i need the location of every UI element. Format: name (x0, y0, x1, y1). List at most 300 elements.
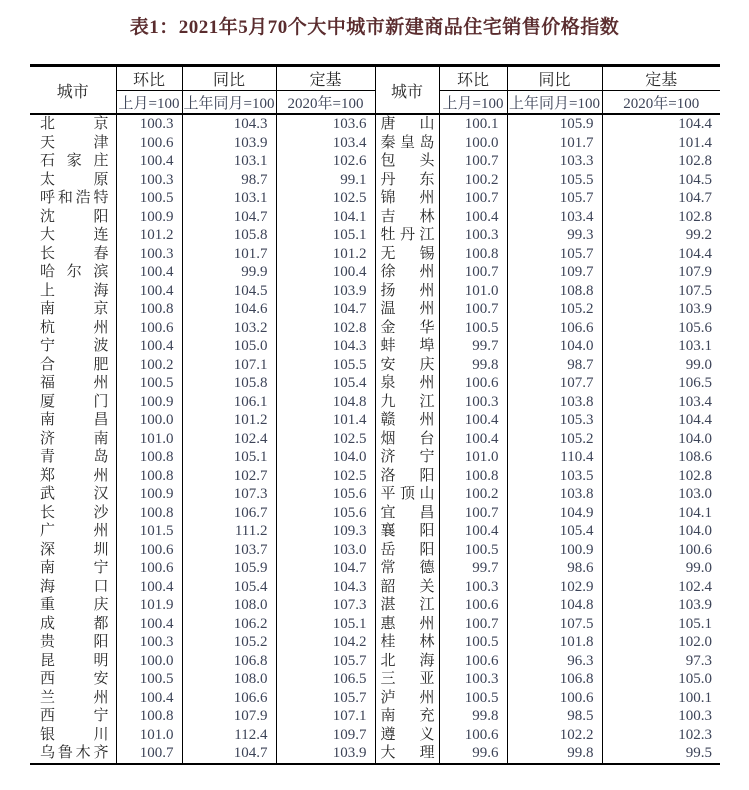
table-row (30, 374, 720, 393)
header-yoy: 同比 (507, 66, 602, 91)
index-value-cell: 102.8 (602, 467, 720, 486)
index-value-cell: 105.4 (182, 578, 276, 597)
index-value-cell: 100.9 (507, 541, 602, 560)
index-value-cell: 100.5 (439, 319, 507, 338)
index-value-cell: 105.7 (276, 652, 375, 671)
city-name-cell: 海口 (40, 578, 109, 595)
table-row (30, 430, 720, 449)
city-name-cell: 九江 (375, 393, 439, 412)
index-value-cell: 100.4 (116, 578, 182, 597)
city-name-cell: 牡丹江 (375, 226, 439, 245)
index-value-cell: 105.0 (182, 337, 276, 356)
city-name-cell: 大连 (40, 227, 109, 243)
index-value-cell: 99.7 (439, 559, 507, 578)
index-value-cell: 103.9 (602, 300, 720, 319)
index-value-cell: 100.6 (116, 319, 182, 338)
table-row (30, 263, 720, 282)
index-value-cell: 107.9 (182, 707, 276, 726)
table-row (30, 245, 720, 264)
city-name-cell: 广州 (40, 523, 109, 539)
index-value-cell: 100.7 (439, 504, 507, 523)
city-name-cell: 上海 (40, 282, 109, 299)
index-value-cell: 100.4 (116, 263, 182, 282)
index-value-cell: 108.0 (182, 596, 276, 615)
index-value-cell: 107.5 (507, 615, 602, 634)
index-value-cell: 100.0 (116, 652, 182, 671)
index-value-cell: 101.0 (439, 282, 507, 301)
index-value-cell: 105.4 (276, 374, 375, 393)
header-city: 城市 (30, 66, 116, 115)
index-value-cell: 100.5 (439, 541, 507, 560)
city-name-cell: 宜昌 (375, 504, 439, 523)
city-name-cell: 北京 (40, 116, 109, 132)
index-value-cell: 103.1 (182, 189, 276, 208)
index-value-cell: 100.3 (439, 393, 507, 412)
index-value-cell: 100.3 (439, 578, 507, 597)
city-name-cell: 成都 (40, 615, 109, 632)
index-value-cell: 100.3 (116, 171, 182, 190)
city-name-cell: 丹东 (375, 171, 439, 190)
header-city: 城市 (375, 66, 439, 115)
index-value-cell: 102.3 (602, 726, 720, 745)
index-value-cell: 104.7 (182, 208, 276, 227)
index-value-cell: 105.1 (276, 615, 375, 634)
index-value-cell: 100.4 (116, 689, 182, 708)
index-value-cell: 100.7 (439, 263, 507, 282)
index-value-cell: 101.5 (116, 522, 182, 541)
index-value-cell: 100.8 (116, 504, 182, 523)
index-value-cell: 105.8 (182, 374, 276, 393)
subheader-mom: 上月=100 (439, 91, 507, 115)
index-value-cell: 105.1 (602, 615, 720, 634)
index-value-cell: 106.5 (602, 374, 720, 393)
index-value-cell: 104.5 (182, 282, 276, 301)
city-name-cell: 天津 (40, 134, 109, 151)
city-name-cell: 泸州 (375, 689, 439, 708)
city-name-cell: 厦门 (40, 393, 109, 410)
city-name-cell: 深圳 (40, 541, 109, 558)
city-name-cell: 沈阳 (40, 208, 109, 225)
header-mom: 环比 (439, 66, 507, 91)
index-value-cell: 107.1 (276, 707, 375, 726)
city-name-cell: 包头 (375, 152, 439, 171)
index-value-cell: 102.5 (276, 467, 375, 486)
index-value-cell: 102.4 (182, 430, 276, 449)
city-name-cell: 唐山 (375, 114, 439, 134)
index-value-cell: 98.5 (507, 707, 602, 726)
index-value-cell: 104.0 (602, 430, 720, 449)
table-row (30, 356, 720, 375)
city-name-cell: 扬州 (375, 282, 439, 301)
table-row (30, 134, 720, 153)
index-value-cell: 100.2 (116, 356, 182, 375)
index-value-cell: 101.0 (439, 448, 507, 467)
table-row (30, 208, 720, 227)
index-value-cell: 100.4 (116, 615, 182, 634)
table-row (30, 319, 720, 338)
index-value-cell: 104.6 (182, 300, 276, 319)
index-value-cell: 100.9 (116, 393, 182, 412)
city-name-cell: 兰州 (40, 689, 109, 706)
index-value-cell: 104.9 (507, 504, 602, 523)
city-name-cell: 南京 (40, 301, 109, 317)
index-value-cell: 100.8 (116, 448, 182, 467)
index-value-cell: 106.2 (182, 615, 276, 634)
index-value-cell: 111.2 (182, 522, 276, 541)
index-value-cell: 110.4 (507, 448, 602, 467)
index-value-cell: 104.4 (602, 411, 720, 430)
index-value-cell: 105.6 (276, 485, 375, 504)
table-row (30, 522, 720, 541)
index-value-cell: 100.4 (116, 337, 182, 356)
index-value-cell: 105.2 (182, 633, 276, 652)
city-name-cell: 乌鲁木齐 (40, 745, 109, 761)
index-value-cell: 105.3 (507, 411, 602, 430)
index-value-cell: 103.2 (182, 319, 276, 338)
index-value-cell: 100.1 (439, 114, 507, 134)
table-row (30, 282, 720, 301)
index-value-cell: 100.8 (116, 467, 182, 486)
index-value-cell: 105.6 (276, 504, 375, 523)
index-value-cell: 104.1 (602, 504, 720, 523)
city-name-cell: 太原 (40, 171, 109, 188)
city-name-cell: 济南 (40, 430, 109, 447)
price-index-table (30, 64, 720, 765)
index-value-cell: 109.7 (276, 726, 375, 745)
index-value-cell: 100.7 (439, 189, 507, 208)
index-value-cell: 104.7 (276, 559, 375, 578)
header-yoy: 同比 (182, 66, 276, 91)
index-value-cell: 100.2 (439, 485, 507, 504)
index-value-cell: 99.0 (602, 559, 720, 578)
table-row (30, 393, 720, 412)
index-value-cell: 100.6 (439, 652, 507, 671)
table-row (30, 559, 720, 578)
city-name-cell: 秦皇岛 (375, 134, 439, 153)
subheader-yoy: 上年同月=100 (507, 91, 602, 115)
index-value-cell: 107.1 (182, 356, 276, 375)
city-name-cell: 青岛 (40, 449, 109, 465)
index-value-cell: 100.6 (116, 541, 182, 560)
index-value-cell: 100.0 (116, 411, 182, 430)
index-value-cell: 104.3 (182, 114, 276, 134)
index-value-cell: 98.7 (182, 171, 276, 190)
index-value-cell: 101.8 (507, 633, 602, 652)
index-value-cell: 109.3 (276, 522, 375, 541)
subheader-base: 2020年=100 (276, 91, 375, 115)
table-row (30, 633, 720, 652)
city-name-cell: 无锡 (375, 245, 439, 264)
city-name-cell: 安庆 (375, 356, 439, 375)
index-value-cell: 100.3 (602, 707, 720, 726)
table-row (30, 744, 720, 764)
city-name-cell: 赣州 (375, 411, 439, 430)
city-name-cell: 贵阳 (40, 634, 109, 650)
table-row (30, 541, 720, 560)
index-value-cell: 104.0 (507, 337, 602, 356)
index-value-cell: 107.3 (276, 596, 375, 615)
index-value-cell: 106.8 (182, 652, 276, 671)
table-row (30, 670, 720, 689)
index-value-cell: 104.0 (276, 448, 375, 467)
index-value-cell: 103.8 (507, 393, 602, 412)
index-value-cell: 101.7 (182, 245, 276, 264)
city-name-cell: 长沙 (40, 504, 109, 521)
table-row (30, 578, 720, 597)
city-name-cell: 烟台 (375, 430, 439, 449)
index-value-cell: 100.8 (116, 300, 182, 319)
header-base: 定基 (276, 66, 375, 91)
city-name-cell: 北海 (375, 652, 439, 671)
index-value-cell: 103.0 (602, 485, 720, 504)
city-name-cell: 福州 (40, 375, 109, 391)
city-name-cell: 洛阳 (375, 467, 439, 486)
city-name-cell: 西安 (40, 671, 109, 687)
table-row (30, 485, 720, 504)
city-name-cell: 银川 (40, 726, 109, 743)
city-name-cell: 岳阳 (375, 541, 439, 560)
index-value-cell: 102.8 (602, 208, 720, 227)
city-name-cell: 吉林 (375, 208, 439, 227)
city-name-cell: 重庆 (40, 597, 109, 613)
table-row (30, 652, 720, 671)
index-value-cell: 100.4 (116, 282, 182, 301)
city-name-cell: 泉州 (375, 374, 439, 393)
index-value-cell: 104.1 (276, 208, 375, 227)
index-value-cell: 100.4 (116, 152, 182, 171)
city-name-cell: 济宁 (375, 448, 439, 467)
index-value-cell: 99.8 (439, 707, 507, 726)
index-value-cell: 107.5 (602, 282, 720, 301)
index-value-cell: 100.3 (116, 633, 182, 652)
index-value-cell: 104.8 (276, 393, 375, 412)
index-value-cell: 99.5 (602, 744, 720, 764)
city-name-cell: 金华 (375, 319, 439, 338)
index-value-cell: 100.6 (507, 689, 602, 708)
city-name-cell: 徐州 (375, 263, 439, 282)
index-value-cell: 108.8 (507, 282, 602, 301)
index-value-cell: 100.4 (439, 522, 507, 541)
index-value-cell: 102.9 (507, 578, 602, 597)
city-name-cell: 宁波 (40, 338, 109, 354)
index-value-cell: 105.1 (182, 448, 276, 467)
city-name-cell: 哈尔滨 (40, 264, 109, 280)
table-row (30, 726, 720, 745)
city-name-cell: 西宁 (40, 708, 109, 724)
index-value-cell: 99.3 (507, 226, 602, 245)
index-value-cell: 99.7 (439, 337, 507, 356)
table-row (30, 707, 720, 726)
city-name-cell: 温州 (375, 300, 439, 319)
index-value-cell: 98.7 (507, 356, 602, 375)
index-value-cell: 106.8 (507, 670, 602, 689)
city-name-cell: 南宁 (40, 560, 109, 576)
index-value-cell: 104.5 (602, 171, 720, 190)
index-value-cell: 99.9 (182, 263, 276, 282)
index-value-cell: 104.0 (602, 522, 720, 541)
index-value-cell: 101.9 (116, 596, 182, 615)
index-value-cell: 102.0 (602, 633, 720, 652)
city-name-cell: 襄阳 (375, 522, 439, 541)
city-name-cell: 昆明 (40, 652, 109, 669)
table-row (30, 171, 720, 190)
index-value-cell: 105.9 (507, 114, 602, 134)
index-value-cell: 106.7 (182, 504, 276, 523)
city-name-cell: 平顶山 (375, 485, 439, 504)
table-row (30, 615, 720, 634)
table-row (30, 689, 720, 708)
table-row (30, 114, 720, 134)
city-name-cell: 南昌 (40, 412, 109, 428)
index-value-cell: 104.7 (182, 744, 276, 764)
index-value-cell: 103.5 (507, 467, 602, 486)
index-value-cell: 100.6 (439, 596, 507, 615)
city-name-cell: 湛江 (375, 596, 439, 615)
index-value-cell: 102.6 (276, 152, 375, 171)
index-value-cell: 100.5 (116, 374, 182, 393)
city-name-cell: 呼和浩特 (40, 190, 109, 206)
index-value-cell: 103.4 (507, 208, 602, 227)
index-value-cell: 102.5 (276, 189, 375, 208)
index-value-cell: 105.1 (276, 226, 375, 245)
index-value-cell: 100.8 (116, 707, 182, 726)
index-value-cell: 107.7 (507, 374, 602, 393)
index-value-cell: 112.4 (182, 726, 276, 745)
city-name-cell: 石家庄 (40, 153, 109, 169)
city-name-cell: 桂林 (375, 633, 439, 652)
city-name-cell: 武汉 (40, 486, 109, 502)
index-value-cell: 99.8 (439, 356, 507, 375)
index-value-cell: 103.8 (507, 485, 602, 504)
index-value-cell: 101.2 (182, 411, 276, 430)
index-value-cell: 99.0 (602, 356, 720, 375)
subheader-mom: 上月=100 (116, 91, 182, 115)
index-value-cell: 106.6 (182, 689, 276, 708)
index-value-cell: 105.7 (507, 189, 602, 208)
index-value-cell: 105.8 (182, 226, 276, 245)
index-value-cell: 104.4 (602, 245, 720, 264)
index-value-cell: 104.3 (276, 337, 375, 356)
index-value-cell: 101.7 (507, 134, 602, 153)
city-name-cell: 杭州 (40, 319, 109, 336)
index-value-cell: 100.7 (439, 300, 507, 319)
index-value-cell: 105.5 (276, 356, 375, 375)
city-name-cell: 长春 (40, 245, 109, 262)
index-value-cell: 103.3 (507, 152, 602, 171)
index-value-cell: 100.4 (439, 430, 507, 449)
index-value-cell: 100.7 (439, 152, 507, 171)
index-value-cell: 101.2 (276, 245, 375, 264)
city-name-cell: 惠州 (375, 615, 439, 634)
index-value-cell: 105.2 (507, 430, 602, 449)
table-row (30, 504, 720, 523)
index-value-cell: 107.9 (602, 263, 720, 282)
table-row (30, 467, 720, 486)
index-value-cell: 100.9 (116, 208, 182, 227)
table-row (30, 411, 720, 430)
index-value-cell: 100.4 (439, 208, 507, 227)
index-value-cell: 100.0 (439, 134, 507, 153)
index-value-cell: 107.3 (182, 485, 276, 504)
index-value-cell: 98.6 (507, 559, 602, 578)
index-value-cell: 100.7 (439, 615, 507, 634)
index-value-cell: 101.2 (116, 226, 182, 245)
index-value-cell: 100.6 (439, 726, 507, 745)
index-value-cell: 104.7 (602, 189, 720, 208)
index-value-cell: 104.3 (276, 578, 375, 597)
index-value-cell: 109.7 (507, 263, 602, 282)
index-value-cell: 105.9 (182, 559, 276, 578)
subheader-base: 2020年=100 (602, 91, 720, 115)
index-value-cell: 103.9 (182, 134, 276, 153)
index-value-cell: 103.0 (276, 541, 375, 560)
index-value-cell: 103.4 (602, 393, 720, 412)
header-row-top (30, 66, 720, 91)
index-value-cell: 100.8 (439, 245, 507, 264)
index-value-cell: 105.0 (602, 670, 720, 689)
index-value-cell: 103.9 (602, 596, 720, 615)
index-value-cell: 97.3 (602, 652, 720, 671)
index-value-cell: 108.0 (182, 670, 276, 689)
index-value-cell: 100.3 (439, 226, 507, 245)
table-title: 表1：2021年5月70个大中城市新建商品住宅销售价格指数 (129, 17, 620, 38)
index-value-cell: 104.7 (276, 300, 375, 319)
index-value-cell: 105.7 (276, 689, 375, 708)
index-value-cell: 106.1 (182, 393, 276, 412)
table-row (30, 337, 720, 356)
index-value-cell: 100.5 (116, 189, 182, 208)
city-name-cell: 蚌埠 (375, 337, 439, 356)
city-name-cell: 常德 (375, 559, 439, 578)
index-value-cell: 100.4 (439, 411, 507, 430)
index-value-cell: 102.2 (507, 726, 602, 745)
city-name-cell: 韶关 (375, 578, 439, 597)
index-value-cell: 100.9 (116, 485, 182, 504)
index-value-cell: 100.3 (439, 670, 507, 689)
table-row (30, 189, 720, 208)
table-body (30, 114, 720, 764)
index-value-cell: 102.4 (602, 578, 720, 597)
index-value-cell: 101.4 (276, 411, 375, 430)
city-name-cell: 遵义 (375, 726, 439, 745)
city-name-cell: 大理 (375, 744, 439, 764)
header-mom: 环比 (116, 66, 182, 91)
index-value-cell: 100.3 (116, 245, 182, 264)
index-value-cell: 105.6 (602, 319, 720, 338)
index-value-cell: 102.7 (182, 467, 276, 486)
subheader-yoy: 上年同月=100 (182, 91, 276, 115)
index-value-cell: 100.2 (439, 171, 507, 190)
index-value-cell: 100.1 (602, 689, 720, 708)
index-value-cell: 106.5 (276, 670, 375, 689)
index-value-cell: 104.8 (507, 596, 602, 615)
index-value-cell: 100.8 (439, 467, 507, 486)
city-name-cell: 南充 (375, 707, 439, 726)
index-value-cell: 99.6 (439, 744, 507, 764)
index-value-cell: 103.9 (276, 744, 375, 764)
index-value-cell: 105.5 (507, 171, 602, 190)
index-value-cell: 99.1 (276, 171, 375, 190)
index-value-cell: 100.4 (276, 263, 375, 282)
index-value-cell: 99.8 (507, 744, 602, 764)
index-value-cell: 105.2 (507, 300, 602, 319)
table-row (30, 226, 720, 245)
index-value-cell: 105.4 (507, 522, 602, 541)
index-value-cell: 103.1 (602, 337, 720, 356)
index-value-cell: 102.8 (276, 319, 375, 338)
index-value-cell: 100.6 (116, 559, 182, 578)
index-value-cell: 100.5 (439, 633, 507, 652)
